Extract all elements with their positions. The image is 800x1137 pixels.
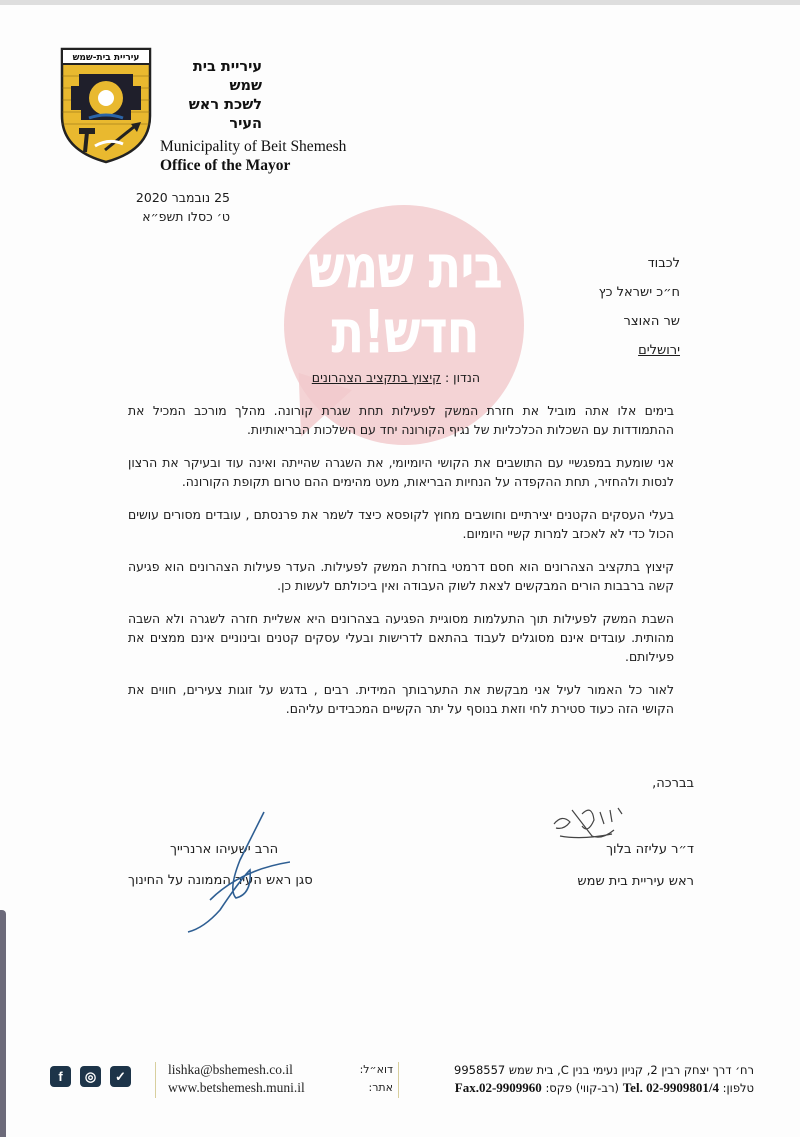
letterhead-english-line2: Office of the Mayor xyxy=(160,157,291,174)
mayor-role: ראש עיריית בית שמש xyxy=(577,874,694,889)
top-border xyxy=(0,0,800,5)
body-paragraph: לאור כל האמור לעיל אני מבקשת את התערבותך המידית. רבים , בדגש על זוגות צעירים, חווים את הקושי הזה כעוד סטירת לחי וזאת בנוסף על יתר הקשיים המכבידים עליהם. xyxy=(128,682,674,716)
subject-text: קיצוץ בתקציב הצהרונים xyxy=(311,370,442,385)
body-paragraph: אני שומעת במפגשיי עם התושבים את הקושי היומיומי, את השגרה שהייתה ואינה עוד ובעיקר את הרצון לנסות ולהחזיר, תחת ההקפדה על הנחיות הבריאות, מעט מהימים ההם טרום תקופת הקורונה. xyxy=(128,455,674,489)
deputy-name: הרב ישעיהו ארנרייך xyxy=(170,842,279,857)
watermark-line1: בית שמש xyxy=(308,232,502,303)
contact-info xyxy=(168,1061,393,1097)
recipient-salutation: לכבוד xyxy=(647,256,680,271)
watermark-logo xyxy=(290,232,520,368)
subject-line xyxy=(300,370,480,385)
recipient-block xyxy=(599,256,680,372)
phone-label: טלפון: xyxy=(722,1081,754,1095)
closing: בברכה, xyxy=(652,776,694,791)
watermark-line2: חדש!ת xyxy=(331,297,479,368)
letterhead xyxy=(160,58,346,175)
body-paragraph: בעלי העסקים הקטנים יצירתיים וחושבים מחוץ לקופסא כיצד לשמר את פרנסתם , עובדים מסורים עושים הכול כדי לא לאכזב למרות קשיי היומיום. xyxy=(128,507,674,541)
fax-label: פקס: xyxy=(545,1081,573,1095)
phone-number: Tel. 02-9909801/4 xyxy=(622,1080,720,1095)
phone-note: (רב-קווי) xyxy=(575,1081,620,1095)
website-label: אתר: xyxy=(368,1081,393,1094)
body-paragraph: השבת המשק לפעילות תוך התעלמות מסוגיית הפגיעה בצהרונים היא אשליית חזרה לשגרה ולא השבה מהותית. עובדים אינם מסוגלים לעבוד בהתאם לדרישות ובעלי עסקים קטנים ובינוניים אינם ממצים את פעילותם. xyxy=(128,611,674,664)
letter-body xyxy=(128,401,674,732)
date-hebrew: ט׳ כסלו תשפ״א xyxy=(142,209,230,224)
address-info xyxy=(398,1061,754,1097)
letterhead-english-line1: Municipality of Beit Shemesh xyxy=(160,138,347,155)
letter-footer xyxy=(0,1058,800,1108)
letter-date xyxy=(110,188,230,226)
footer-divider xyxy=(155,1062,156,1098)
letterhead-hebrew-line2: לשכת ראש העיר xyxy=(188,97,262,132)
instagram-icon[interactable]: ◎ xyxy=(80,1066,101,1087)
recipient-title: שר האוצר xyxy=(623,314,680,329)
email-link[interactable]: lishka@bshemesh.co.il xyxy=(168,1062,293,1077)
mayor-name: ד״ר עליזה בלוך xyxy=(606,842,694,857)
fax-number: Fax.02-9909960 xyxy=(454,1080,542,1095)
subject-label: הנדון : xyxy=(445,370,480,385)
recipient-city: ירושלים xyxy=(638,343,680,358)
date-gregorian: 25 נובמבר 2020 xyxy=(135,190,230,205)
phone-fax-line xyxy=(398,1079,754,1097)
postal-address: רח׳ דרך יצחק רבין 2, קניון נעימי בנין C, בית שמש 9958557 xyxy=(454,1063,754,1077)
svg-text:עיריית בית-שמש: עיריית בית-שמש xyxy=(72,53,140,63)
email-label: דוא״ל: xyxy=(359,1063,393,1076)
deputy-signature xyxy=(180,810,290,935)
body-paragraph: קיצוץ בתקציב הצהרונים הוא חסם דרמטי בחזרת המשק לפעילות. העדר פעילות הצהרונים הוא פגיעה קשה ברבבות הורים המבקשים לצאת לשוק העבודה ואין ביכולתם לעשות כן. xyxy=(128,559,674,593)
deputy-role: סגן ראש העיר הממונה על החינוך xyxy=(128,873,313,888)
website-link[interactable]: www.betshemesh.muni.il xyxy=(168,1080,305,1095)
facebook-icon[interactable]: f xyxy=(50,1066,71,1087)
letterhead-hebrew-line1: עיריית בית שמש xyxy=(192,59,262,94)
twitter-icon[interactable]: ✓ xyxy=(110,1066,131,1087)
social-links xyxy=(50,1066,131,1087)
recipient-name: ח״כ ישראל כץ xyxy=(598,285,680,300)
body-paragraph: בימים אלו אתה מוביל את חזרת המשק לפעילות תחת שגרת קורונה. מהלך מורכב המכיל את ההתמודדות עם השכלות הכלכליות של נגיף הקורונה יחד עם השלכות הבריאותיות. xyxy=(128,403,674,437)
municipality-crest-icon xyxy=(59,46,153,164)
